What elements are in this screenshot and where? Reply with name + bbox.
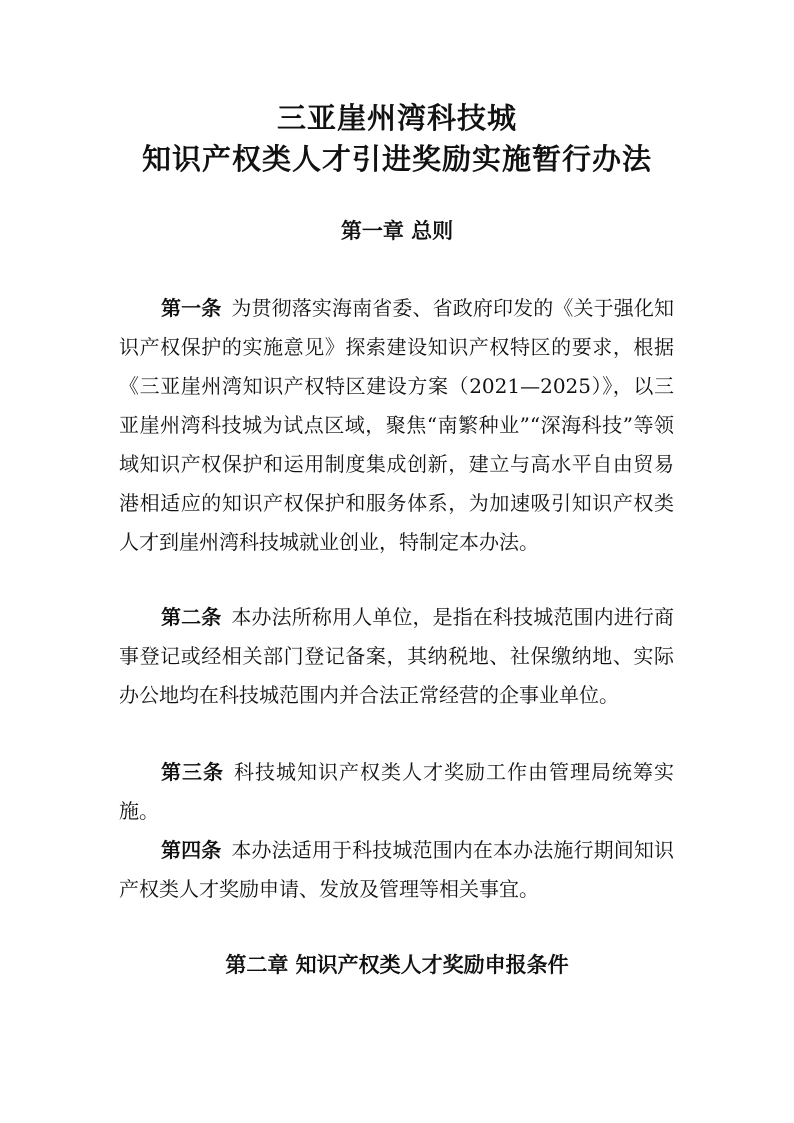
chapter-heading-2: 第二章 知识产权类人才奖励申报条件 [225,953,569,977]
article-1 [119,289,674,562]
chapter-heading-1: 第一章 总则 [340,219,454,243]
article-3-text: 科技城知识产权类人才奖励工作由管理局统筹实施。 [119,760,674,823]
article-4-text: 本办法适用于科技城范围内在本办法施行期间知识产权类人才奖励申请、发放及管理等相关事宜。 [119,838,674,901]
article-3 [119,753,674,831]
article-2-text: 本办法所称用人单位，是指在科技城范围内进行商事登记或经相关部门登记备案，其纳税地、社保缴纳地、实际办公地均在科技城范围内并合法正常经营的企事业单位。 [119,605,674,707]
article-4-label: 第四条 [161,838,222,862]
document-title-line1: 三亚崖州湾科技城 [276,101,517,135]
article-2-label: 第二条 [161,605,222,629]
article-1-label: 第一条 [161,296,222,320]
article-3-label: 第三条 [161,760,224,784]
article-4 [119,831,674,909]
document-title-line2: 知识产权类人才引进奖励实施暂行办法 [141,142,652,176]
article-1-text: 为贯彻落实海南省委、省政府印发的《关于强化知识产权保护的实施意见》探索建设知识产权特区的要求，根据《三亚崖州湾知识产权特区建设方案（2021—2025）》，以三亚崖州湾科技城为试点区域，聚焦“南繁种业”“深海科技”等领域知识产权保护和运用制度集成创新，建立与高水平自由贸易港相适应的知识产权保护和服务体系，为加速吸引知识产权类人才到崖州湾科技城就业创业，特制定本办法。 [119,296,674,554]
article-2 [119,598,674,715]
